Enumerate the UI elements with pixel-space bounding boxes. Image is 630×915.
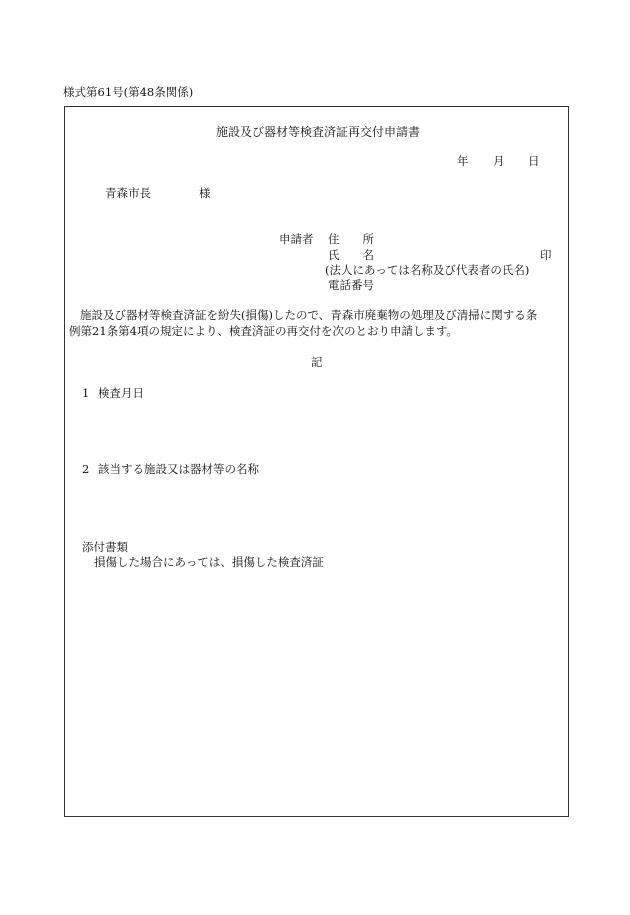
form-title: 施設及び器材等検査済証再交付申請書 xyxy=(216,125,421,139)
addressee-honorific: 様 xyxy=(199,186,211,200)
applicant-phone-label: 電話番号 xyxy=(328,278,374,292)
attachments-heading: 添付書類 xyxy=(82,540,128,554)
body-text-line1: 施設及び器材等検査済証を紛失(損傷)したので、青森市廃棄物の処理及び清掃に関する条 xyxy=(80,308,538,322)
applicant-name-label: 氏 名 xyxy=(328,248,374,262)
item-1-label: 検査月日 xyxy=(98,386,144,400)
attachments-text: 損傷した場合にあっては、損傷した検査済証 xyxy=(94,555,324,569)
item-2-label: 該当する施設又は器材等の名称 xyxy=(98,462,259,476)
applicant-address-label: 住 所 xyxy=(328,232,374,246)
form-number: 様式第61号(第48条関係) xyxy=(63,85,194,99)
item-2-number: 2 xyxy=(82,462,90,476)
corporate-note: (法人にあっては名称及び代表者の氏名) xyxy=(325,263,530,277)
item-1-number: 1 xyxy=(82,386,90,400)
date-day-label: 日 xyxy=(528,154,540,168)
addressee-name: 青森市長 xyxy=(105,186,151,200)
applicant-label: 申請者 xyxy=(279,232,314,246)
seal-mark: 印 xyxy=(540,248,552,262)
date-month-label: 月 xyxy=(493,154,505,168)
body-text-line2: 例第21条第4項の規定により、検査済証の再交付を次のとおり申請します。 xyxy=(69,324,459,338)
ki-heading: 記 xyxy=(311,355,323,369)
date-year-label: 年 xyxy=(457,154,469,168)
